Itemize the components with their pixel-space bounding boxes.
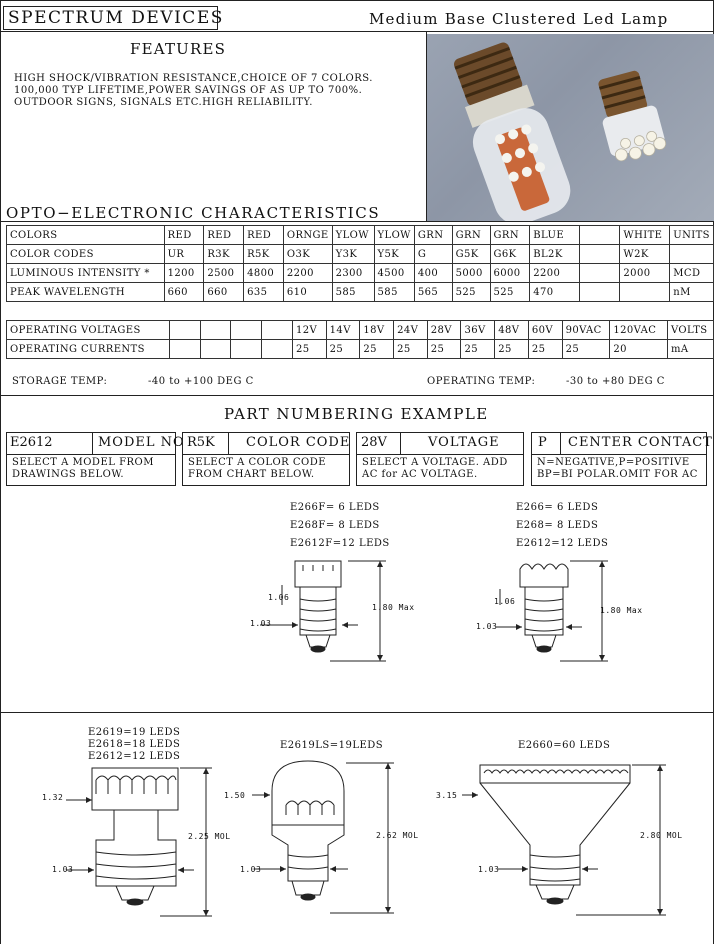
cell: 585	[374, 283, 414, 302]
cell: BL2K	[530, 245, 580, 264]
d4-dim-base: 1.03	[240, 865, 262, 874]
cell: 585	[332, 283, 374, 302]
d2-label-2: E268= 8 LEDS	[516, 520, 599, 531]
cell	[169, 321, 200, 340]
divider	[560, 432, 561, 454]
color-desc-1: SELECT A COLOR CODE	[188, 457, 327, 468]
d1-dim-height: 1.80 Max	[372, 603, 415, 612]
cell: 25	[495, 340, 529, 359]
product-photo	[427, 34, 714, 222]
cell: 660	[204, 283, 244, 302]
d2-dim-height: 1.80 Max	[600, 606, 643, 615]
cell: W2K	[620, 245, 670, 264]
cell: GRN	[414, 226, 452, 245]
cell: R5K	[244, 245, 284, 264]
model-desc-2: DRAWINGS BELOW.	[12, 469, 125, 480]
divider	[6, 454, 176, 455]
cell: 60V	[528, 321, 562, 340]
cell: UR	[164, 245, 204, 264]
cell: 36V	[461, 321, 495, 340]
cell	[231, 321, 262, 340]
row-label: OPERATING CURRENTS	[7, 340, 170, 359]
drawings-divider	[0, 712, 714, 713]
color-code: R5K	[187, 435, 215, 450]
cell: Y3K	[332, 245, 374, 264]
cell: 12V	[292, 321, 326, 340]
row-label: OPERATING VOLTAGES	[7, 321, 170, 340]
cell: 2300	[332, 264, 374, 283]
cell: R3K	[204, 245, 244, 264]
cell: 20	[610, 340, 668, 359]
cell: 610	[283, 283, 332, 302]
opto-table	[6, 225, 714, 302]
led-lamps-illustration	[427, 34, 714, 222]
cell: 5000	[452, 264, 490, 283]
lamp-drawing-domed	[470, 555, 650, 675]
cell: 4800	[244, 264, 284, 283]
operating-voltages-row	[7, 321, 714, 340]
cell: 1200	[164, 264, 204, 283]
cell	[231, 340, 262, 359]
model-name: MODEL NO	[98, 435, 185, 450]
cell: mA	[667, 340, 713, 359]
d3-dim-top: 1.32	[42, 793, 64, 802]
divider	[182, 454, 350, 455]
row-label: LUMINOUS INTENSITY *	[7, 264, 165, 283]
cell: G5K	[452, 245, 490, 264]
cell: 18V	[360, 321, 394, 340]
voltage-code: 28V	[361, 435, 387, 450]
cell: O3K	[283, 245, 332, 264]
cell: 2200	[530, 264, 580, 283]
color-desc-2: FROM CHART BELOW.	[188, 469, 315, 480]
d2-dim-base: 1.03	[476, 622, 498, 631]
cell: 48V	[495, 321, 529, 340]
cell: GRN	[490, 226, 530, 245]
cell: ORNGE	[283, 226, 332, 245]
divider	[92, 432, 93, 454]
cell: G	[414, 245, 452, 264]
cell: 25	[461, 340, 495, 359]
row-label: COLORS	[7, 226, 165, 245]
voltage-name: VOLTAGE	[428, 435, 500, 450]
features-title: FEATURES	[130, 40, 227, 58]
d2-label-3: E2612=12 LEDS	[516, 538, 609, 549]
d3-dim-base: 1.03	[52, 865, 74, 874]
operating-temp-label: OPERATING TEMP:	[427, 376, 536, 387]
divider	[356, 454, 524, 455]
d4-label-1: E2619LS=19LEDS	[280, 740, 384, 751]
cell: 25	[427, 340, 461, 359]
divider	[400, 432, 401, 454]
cell: 565	[414, 283, 452, 302]
temps-divider	[0, 395, 714, 396]
lamp-drawing-flat	[240, 555, 410, 675]
d3-dim-height: 2.25 MOL	[188, 832, 231, 841]
cell	[262, 340, 293, 359]
cell	[579, 283, 620, 302]
cell	[579, 226, 620, 245]
cell: 24V	[394, 321, 428, 340]
part-numbering-title: PART NUMBERING EXAMPLE	[224, 405, 489, 423]
cell: UNITS	[670, 226, 714, 245]
cell: 25	[292, 340, 326, 359]
contact-desc-1: N=NEGATIVE,P=POSITIVE	[537, 457, 690, 468]
lamp-drawing-long-shield	[238, 755, 413, 930]
cell: 90VAC	[562, 321, 610, 340]
cell: VOLTS	[667, 321, 713, 340]
model-desc-1: SELECT A MODEL FROM	[12, 457, 154, 468]
cell: 25	[528, 340, 562, 359]
cell: 25	[326, 340, 360, 359]
opto-row-luminous-intensity	[7, 264, 714, 283]
page-top-border	[0, 0, 714, 1]
cell: BLUE	[530, 226, 580, 245]
cell: 2200	[283, 264, 332, 283]
cell: 25	[360, 340, 394, 359]
divider	[228, 432, 229, 454]
contact-desc-2: BP=BI POLAR.OMIT FOR AC	[537, 469, 698, 480]
cell: 6000	[490, 264, 530, 283]
cell	[200, 340, 231, 359]
cell: Y5K	[374, 245, 414, 264]
d3-label-1: E2619=19 LEDS	[88, 727, 181, 738]
d2-dim-top: 1.06	[494, 597, 516, 606]
cell: 25	[562, 340, 610, 359]
operating-currents-row	[7, 340, 714, 359]
company-name: SPECTRUM DEVICES	[8, 8, 224, 28]
voltage-desc-1: SELECT A VOLTAGE. ADD	[362, 457, 508, 468]
cell: GRN	[452, 226, 490, 245]
page-left-border	[0, 0, 1, 944]
d5-label-1: E2660=60 LEDS	[518, 740, 611, 751]
cell: 2000	[620, 264, 670, 283]
d1-label-1: E266F= 6 LEDS	[290, 502, 380, 513]
cell: WHITE	[620, 226, 670, 245]
product-title: Medium Base Clustered Led Lamp	[369, 10, 669, 28]
contact-code: P	[538, 435, 547, 450]
contact-name: CENTER CONTACT	[568, 435, 713, 450]
d1-dim-top: 1.06	[268, 593, 290, 602]
cell: YLOW	[374, 226, 414, 245]
cell	[262, 321, 293, 340]
opto-row-color-codes	[7, 245, 714, 264]
features-line-2: 100,000 TYP LIFETIME,POWER SAVINGS OF AS UP TO 700%.	[14, 85, 363, 96]
voltage-desc-2: AC for AC VOLTAGE.	[362, 469, 478, 480]
d5-dim-height: 2.80 MOL	[640, 831, 683, 840]
opto-row-colors	[7, 226, 714, 245]
cell: 25	[394, 340, 428, 359]
cell: 635	[244, 283, 284, 302]
row-label: COLOR CODES	[7, 245, 165, 264]
cell	[620, 283, 670, 302]
header-divider	[0, 31, 714, 32]
opto-title: OPTO−ELECTRONIC CHARACTERISTICS	[6, 204, 381, 222]
cell: G6K	[490, 245, 530, 264]
cell: 525	[490, 283, 530, 302]
cell: RED	[204, 226, 244, 245]
cell: MCD	[670, 264, 714, 283]
cell: 4500	[374, 264, 414, 283]
cell: YLOW	[332, 226, 374, 245]
lamp-drawing-wide	[440, 755, 670, 930]
d4-dim-top: 1.50	[224, 791, 246, 800]
row-label: PEAK WAVELENGTH	[7, 283, 165, 302]
cell: 14V	[326, 321, 360, 340]
opto-row-peak-wavelength	[7, 283, 714, 302]
cell: 2500	[204, 264, 244, 283]
cell: 525	[452, 283, 490, 302]
d3-label-3: E2612=12 LEDS	[88, 751, 181, 762]
cell: RED	[244, 226, 284, 245]
cell: 120VAC	[610, 321, 668, 340]
cell: RED	[164, 226, 204, 245]
cell: 660	[164, 283, 204, 302]
d1-dim-base: 1.03	[250, 619, 272, 628]
color-code-name: COLOR CODE	[246, 435, 351, 450]
cell: 400	[414, 264, 452, 283]
cell	[670, 245, 714, 264]
operating-table	[6, 320, 714, 359]
features-line-1: HIGH SHOCK/VIBRATION RESISTANCE,CHOICE OF 7 COLORS.	[14, 73, 373, 84]
cell: nM	[670, 283, 714, 302]
d5-dim-top: 3.15	[436, 791, 458, 800]
cell	[200, 321, 231, 340]
features-line-3: OUTDOOR SIGNS, SIGNALS ETC.HIGH RELIABILITY.	[14, 97, 313, 108]
d1-label-3: E2612F=12 LEDS	[290, 538, 390, 549]
operating-temp-value: -30 to +80 DEG C	[566, 376, 665, 387]
d2-label-1: E266= 6 LEDS	[516, 502, 599, 513]
d1-label-2: E268F= 8 LEDS	[290, 520, 380, 531]
cell	[579, 264, 620, 283]
lamp-drawing-cluster	[30, 760, 230, 930]
d4-dim-height: 2.62 MOL	[376, 831, 419, 840]
d5-dim-base: 1.03	[478, 865, 500, 874]
divider	[531, 454, 707, 455]
storage-temp-label: STORAGE TEMP:	[12, 376, 108, 387]
d3-label-2: E2618=18 LEDS	[88, 739, 181, 750]
cell: 470	[530, 283, 580, 302]
model-code: E2612	[10, 435, 53, 450]
cell	[169, 340, 200, 359]
storage-temp-value: -40 to +100 DEG C	[148, 376, 254, 387]
cell	[579, 245, 620, 264]
cell: 28V	[427, 321, 461, 340]
